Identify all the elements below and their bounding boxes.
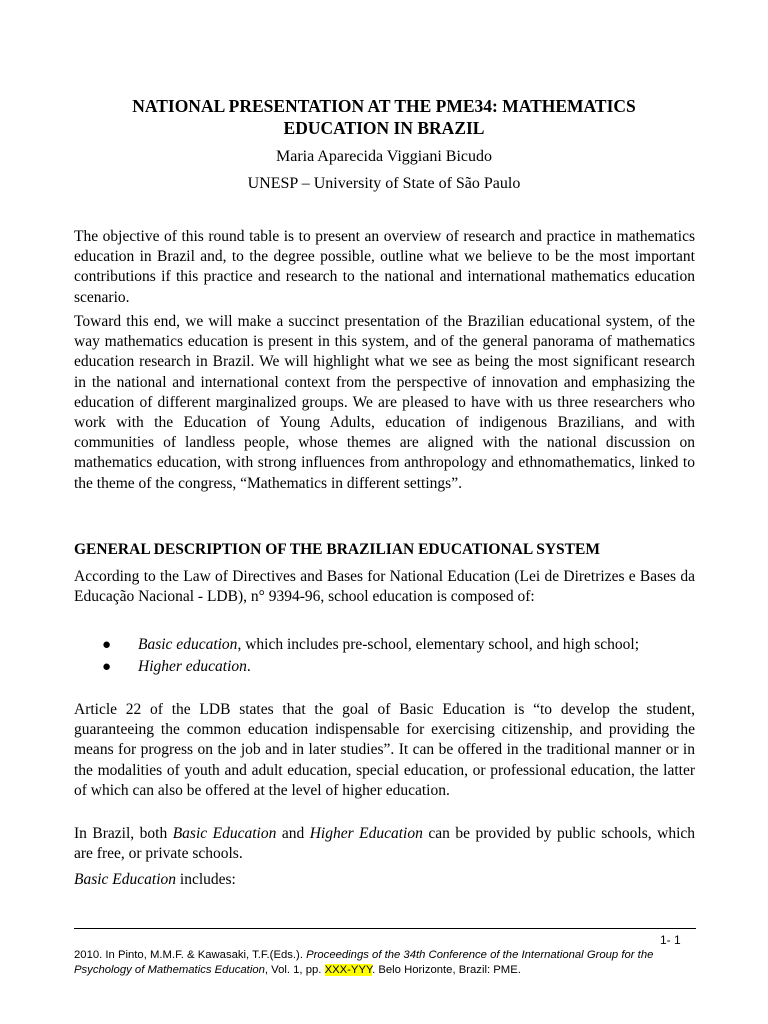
paragraph-article-22: Article 22 of the LDB states that the goal of Basic Education is “to develop the student, guaranteeing the common education indispensable for exercising citizenship, and providing the means for progress on the job and in later studies”. It can be offered in the traditional manner or in the modalities of youth and adult education, special education, or professional education, the latter of which can also be offered at the level of higher education. [74,701,695,799]
text-run: . Belo Horizonte, Brazil: PME. [372,964,521,976]
paragraph-ldb: According to the Law of Directives and Bases for National Education (Lei de Diretrizes e Bases da Educação Nacional - LDB), n° 9394-96, school education is composed of: [74,568,695,606]
list-item-term: Basic education [138,636,238,653]
bullet-icon: ● [102,659,112,676]
paragraph-objective: The objective of this round table is to present an overview of research and practice in mathematics education in Brazil and, to the degree possible, outline what we believe to be the most important contributions if this practice and research to the national and international mathematics education scenario. [74,228,695,306]
emphasis-term: Basic Education [74,871,177,888]
footer-citation [74,948,696,978]
proceedings-title: Proceedings of the 34th Conference of the International Group for the Psychology of Mathematics Education [74,949,654,976]
emphasis-term: Higher Education [309,825,423,842]
highlighted-page-range: XXX-YYY [324,964,373,976]
text-run: , Vol. 1, pp. [264,964,325,976]
title-line-2: EDUCATION IN BRAZIL [283,118,485,138]
title-line-1: NATIONAL PRESENTATION AT THE PME34: MATHEMATICS [132,96,636,116]
text-run: includes: [176,871,236,888]
list-item-text: , which includes pre-school, elementary school, and high school; [237,636,640,653]
text-run: and [276,825,310,842]
footer-divider [74,928,696,929]
text-run: 2010. In Pinto, M.M.F. & Kawasaki, T.F.(Eds.). [74,949,307,961]
page-number: 1- 1 [660,933,681,947]
paragraph-public-private [74,824,695,864]
list-item-term: Higher education [138,658,247,676]
paragraph-overview: Toward this end, we will make a succinct presentation of the Brazilian educational system, of the way mathematics education is present in this system, and of the general panorama of mathematics education research in Brazil. We will highlight what we see as being the most significant research in the national and international context from the perspective of innovation and emphasizing the education of different marginalized groups. We are pleased to have with us three researchers who work with the Education of Young Adults, education of indigenous Brazilians, and with communities of landless people, whose themes are aligned with the national discussion on mathematics education, with strong influences from anthropology and ethnomathematics, linked to the theme of the congress, “Mathematics in different settings”. [74,313,695,492]
text-run: In Brazil, both [74,825,173,842]
bullet-icon: ● [102,637,112,653]
emphasis-term: Basic Education [172,825,277,842]
list-item-text: . [246,658,251,676]
list-item [74,657,695,677]
list-item [74,635,695,655]
paper-title [60,95,708,139]
paragraph-basic-includes [74,870,695,890]
text-run: can be provided by public schools, which are free, or private schools. [74,825,696,863]
section-heading: GENERAL DESCRIPTION OF THE BRAZILIAN EDUCATIONAL SYSTEM [74,541,600,558]
author-affiliation: UNESP – University of State of São Paulo [247,175,521,192]
education-levels-list [74,635,695,677]
author-name: Maria Aparecida Viggiani Bicudo [275,148,492,165]
